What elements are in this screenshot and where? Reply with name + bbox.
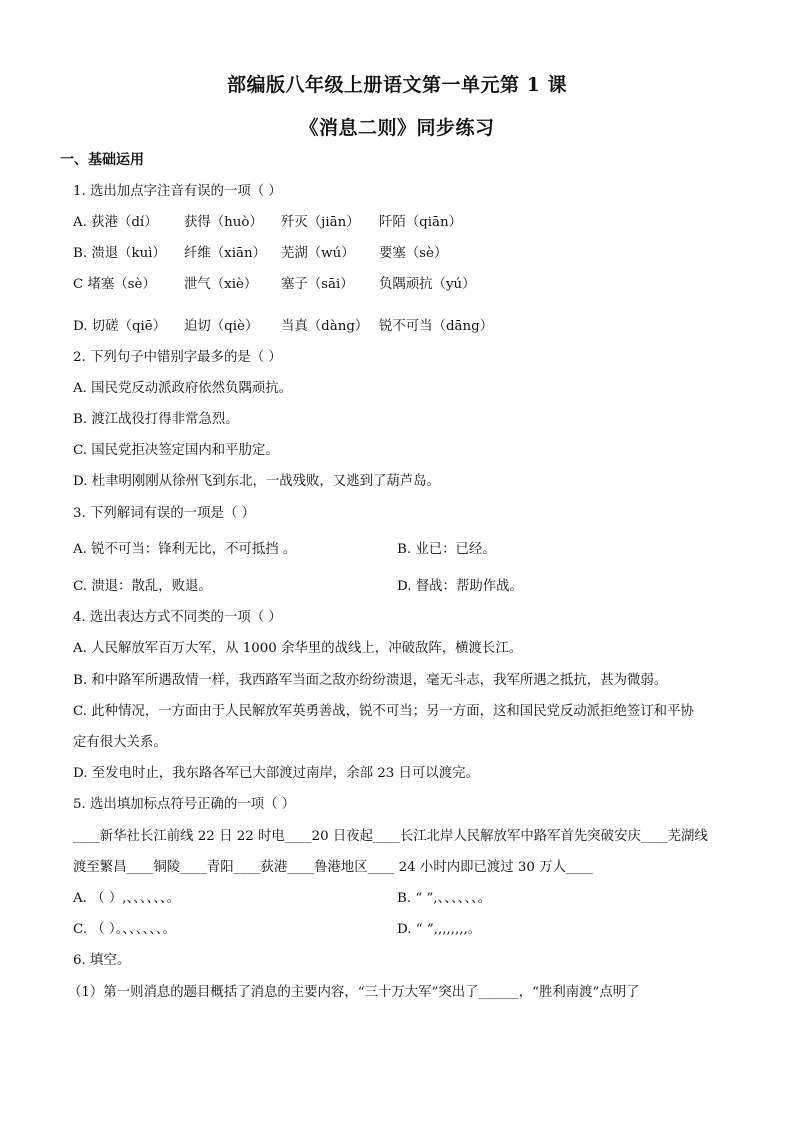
question-5-stem: 5. 选出填加标点符号正确的一项（ ） bbox=[73, 797, 296, 812]
q1-row-d-item3: 当真（dàng） bbox=[281, 319, 369, 334]
q3-option-b: B. 业已：已经。 bbox=[397, 542, 496, 557]
q4-option-c: C. 此种情况，一方面由于人民解放军英勇善战，锐不可当；另一方面，这和国民党反动派拒绝签订和平协 bbox=[73, 704, 694, 719]
q1-row-c-item1: C 堵塞（sè） bbox=[73, 277, 156, 292]
question-6-stem: 6. 填空。 bbox=[73, 953, 131, 968]
q1-row-a-item1: A. 荻港（dí） bbox=[73, 215, 158, 230]
q5-option-c: C. （ ）。、、、、、、。 bbox=[73, 922, 176, 937]
q1-row-a-item3: 歼灭（jiān） bbox=[281, 215, 360, 230]
q2-option-c: C. 国民党拒决签定国内和平肋定。 bbox=[73, 443, 279, 458]
q5-option-b: B. “ ”,、、、、、、。 bbox=[397, 891, 492, 906]
question-4-stem: 4. 选出表达方式不同类的一项（ ） bbox=[73, 610, 282, 625]
q6-subquestion-1: （1）第一则消息的题目概括了消息的主要内容，“三十万大军”突出了______，“胜利南渡”点明了 bbox=[68, 985, 640, 1000]
q4-option-b: B. 和中路军所遇敌情一样，我西路军当面之敌亦纷纷溃退，毫无斗志，我军所遇之抵抗，甚为微弱。 bbox=[73, 673, 668, 688]
q3-option-a: A. 锐不可当：锋利无比，不可抵挡 。 bbox=[73, 542, 297, 557]
q2-option-b: B. 渡江战役打得非常急烈。 bbox=[73, 412, 239, 427]
question-3-stem: 3. 下列解词有误的一项是（ ） bbox=[73, 506, 255, 521]
section-heading: 一、基础运用 bbox=[60, 152, 144, 168]
q1-row-b-item3: 芜湖（wú） bbox=[281, 246, 355, 261]
q1-row-d-item4: 锐不可当（dāng） bbox=[379, 319, 494, 334]
q1-row-b-item2: 纤维（xiān） bbox=[184, 246, 267, 261]
q1-row-c-item3: 塞子（sāi） bbox=[281, 277, 354, 292]
q1-row-c-item4: 负隅顽抗（yú） bbox=[379, 277, 476, 292]
q3-option-d: D. 督战：帮助作战。 bbox=[397, 579, 523, 594]
question-2-stem: 2. 下列句子中错别字最多的是（ ） bbox=[73, 350, 282, 365]
q4-option-c-continued: 定有很大关系。 bbox=[73, 735, 167, 750]
document-subtitle: 《消息二则》同步练习 bbox=[299, 117, 495, 139]
q1-row-c-item2: 泄气（xiè） bbox=[184, 277, 258, 292]
q4-option-a: A. 人民解放军百万大军，从 1000 余华里的战线上，冲破敌阵，横渡长江。 bbox=[73, 641, 523, 656]
q2-option-d: D. 杜聿明刚刚从徐州飞到东北，一战残败，又逃到了葫芦岛。 bbox=[73, 474, 440, 489]
q2-option-a: A. 国民党反动派政府依然负隅顽抗。 bbox=[73, 381, 293, 396]
q1-row-d-item1: D. 切磋（qiē） bbox=[73, 319, 167, 334]
q1-row-b-item1: B. 溃退（kuì） bbox=[73, 246, 166, 261]
q5-passage-line-1: ____新华社长江前线 22 日 22 时电____20 日夜起____长江北岸人民解放军中路军首先突破安庆____芜湖线 bbox=[73, 829, 708, 844]
q5-passage-line-2: 渡至繁昌____铜陵____青阳____荻港____鲁港地区____ 24 小时内即已渡过 30 万人____ bbox=[73, 860, 593, 875]
q1-row-a-item2: 获得（huò） bbox=[184, 215, 263, 230]
q5-option-a: A. （ ）,、、、、、、。 bbox=[73, 891, 181, 906]
q4-option-d: D. 至发电时止，我东路各军已大部渡过南岸，余部 23 日可以渡完。 bbox=[73, 766, 479, 781]
document-title: 部编版八年级上册语文第一单元第 1 课 bbox=[227, 74, 567, 96]
question-1-stem: 1. 选出加点字注音有误的一项（ ） bbox=[73, 184, 282, 199]
q5-option-d: D. “ ”,,,,,,,,。 bbox=[397, 922, 482, 937]
q1-row-a-item4: 阡陌（qiān） bbox=[379, 215, 463, 230]
q1-row-b-item4: 要塞（sè） bbox=[379, 246, 448, 261]
q3-option-c: C. 溃退：散乱，败退。 bbox=[73, 579, 212, 594]
q1-row-d-item2: 迫切（qiè） bbox=[184, 319, 259, 334]
